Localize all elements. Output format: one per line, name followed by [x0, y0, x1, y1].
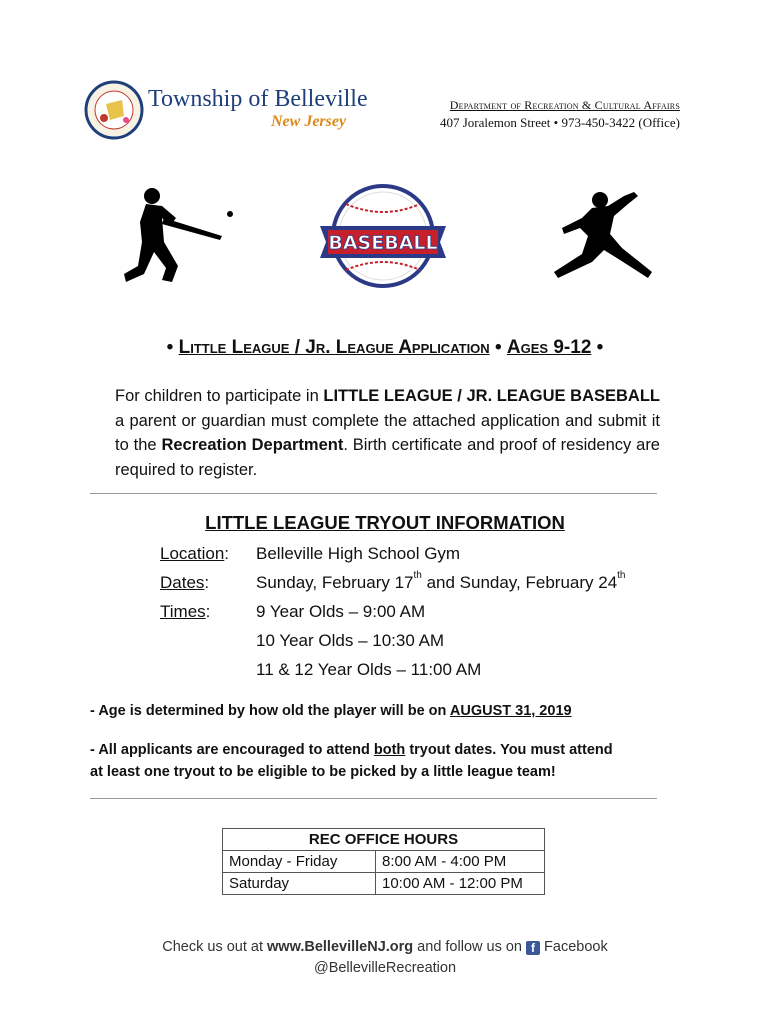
time-slot: 10 Year Olds – 10:30 AM: [256, 631, 445, 650]
footer-line: Check us out at www.BellevilleNJ.org and follow us on f Facebook: [162, 939, 608, 955]
facebook-icon[interactable]: f: [526, 941, 540, 955]
bullet: •: [166, 337, 174, 358]
table-row: [223, 873, 545, 895]
department-address: 407 Joralemon Street • 973-450-3422 (Office): [439, 115, 680, 130]
township-seal-logo: [84, 80, 144, 140]
department-name: Department of Recreation & Cultural Affairs: [449, 98, 680, 112]
website-link[interactable]: www.BellevilleNJ.org: [267, 939, 414, 955]
tryout-title: LITTLE LEAGUE TRYOUT INFORMATION: [205, 512, 565, 533]
time-slot: 11 & 12 Year Olds – 11:00 AM: [256, 660, 482, 679]
baseball-logo: [316, 182, 450, 294]
application-title: [0, 337, 770, 359]
time-slot: 9 Year Olds – 9:00 AM: [256, 602, 426, 621]
hours-days: Monday - Friday: [223, 851, 376, 873]
location-value: Belleville High School Gym: [256, 544, 461, 563]
office-hours-title: REC OFFICE HOURS: [223, 829, 545, 851]
times-label: Times:: [160, 602, 211, 621]
attendance-note: - All applicants are encouraged to attend both tryout dates. You must attend at least one tryout to be eligible to be picked by a little league team!: [90, 742, 613, 780]
state-name: New Jersey: [271, 113, 347, 130]
intro-text: . Birth certificate and proof of residency are required to register.: [115, 436, 660, 479]
hours-time: 8:00 AM - 4:00 PM: [376, 851, 545, 873]
age-cutoff-date: AUGUST 31, 2019: [449, 703, 572, 719]
location-label: Location:: [160, 544, 230, 563]
hours-time: 10:00 AM - 12:00 PM: [376, 873, 545, 895]
facebook-handle: @BellevilleRecreation: [313, 960, 457, 976]
application-ages: Ages 9-12: [506, 337, 592, 358]
dates-label: Dates:: [160, 573, 210, 592]
pitcher-silhouette-icon: [548, 188, 654, 284]
hours-days: Saturday: [223, 873, 376, 895]
application-title-text: Little League / Jr. League Application: [178, 337, 490, 358]
bullet: •: [494, 337, 502, 358]
divider: [90, 493, 657, 494]
age-note: - Age is determined by how old the player will be on AUGUST 31, 2019: [90, 703, 572, 719]
office-hours-table: [222, 828, 545, 895]
intro-text: a parent or guardian must complete the attached application and submit it to the: [115, 411, 660, 454]
table-row: [223, 851, 545, 873]
facebook-label: Facebook: [540, 939, 608, 955]
logo-text: BASEBALL: [328, 232, 438, 254]
divider: [90, 798, 657, 799]
intro-department: Recreation Department: [161, 436, 344, 454]
intro-text: For children to participate in: [115, 387, 324, 405]
township-name: Township of Belleville: [148, 86, 368, 112]
intro-program: LITTLE LEAGUE / JR. LEAGUE BASEBALL: [323, 387, 660, 405]
batter-silhouette-icon: [118, 182, 236, 286]
intro-paragraph: [115, 384, 660, 482]
dates-value: Sunday, February 17th and Sunday, February 24th: [256, 570, 626, 592]
bullet: •: [596, 337, 604, 358]
